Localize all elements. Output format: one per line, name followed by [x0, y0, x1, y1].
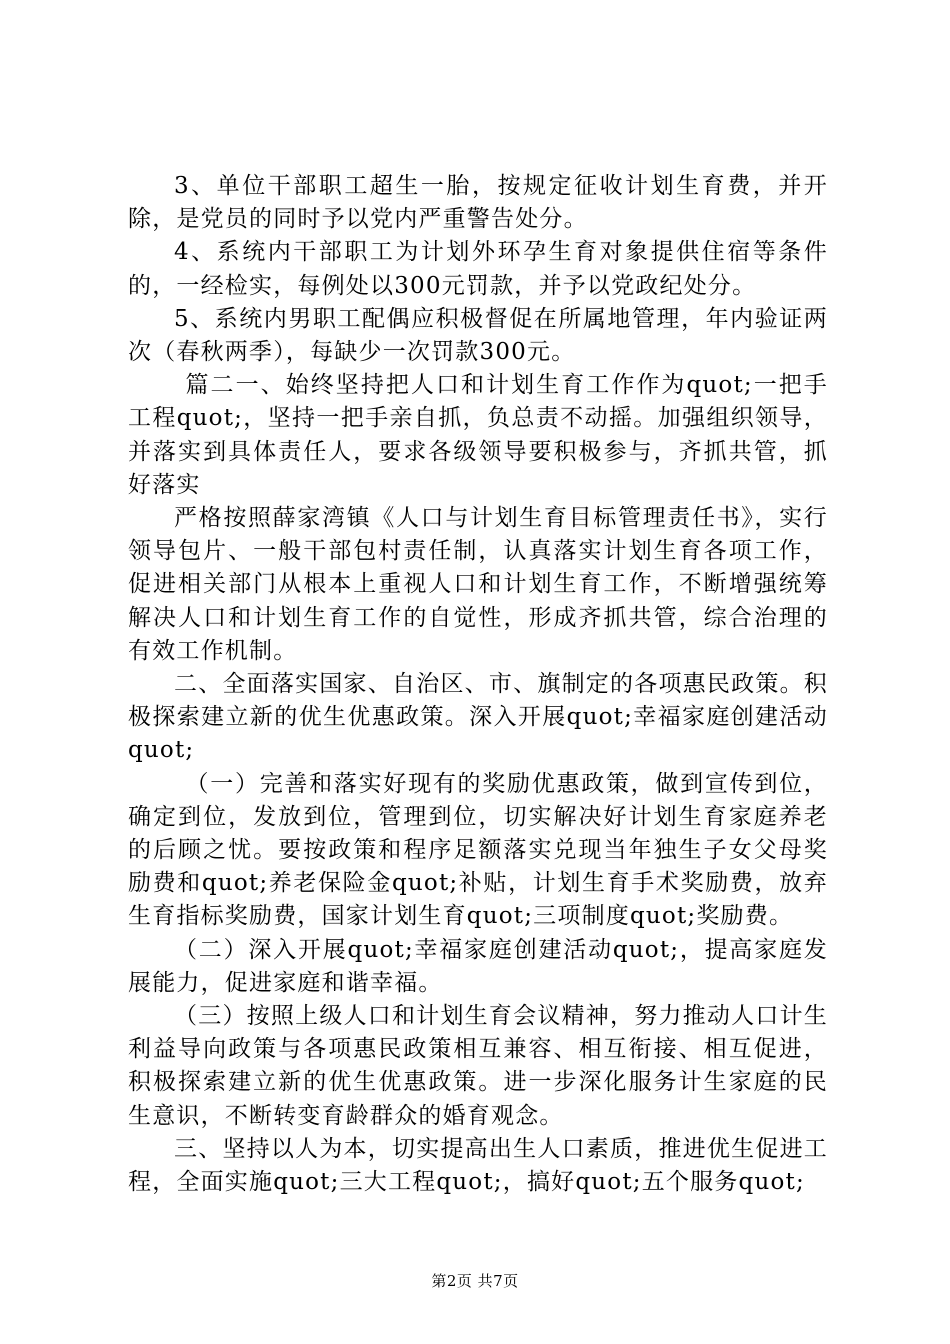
paragraph-3: 5、系统内男职工配偶应积极督促在所属地管理，年内验证两次（春秋两季），每缺少一次罚款300元。	[128, 305, 828, 366]
paragraph-10: 三、坚持以人为本，切实提高出生人口素质，推进优生促进工程，全面实施quot;三大工程quot;，搞好quot;五个服务quot;	[128, 1135, 828, 1196]
paragraph-8: （二）深入开展quot;幸福家庭创建活动quot;，提高家庭发展能力，促进家庭和谐幸福。	[128, 936, 828, 996]
page-footer: 第2页 共7页	[431, 1272, 519, 1290]
paragraph-1: 3、单位干部职工超生一胎，按规定征收计划生育费，并开除，是党员的同时予以党内严重警告处分。	[128, 173, 828, 233]
paragraph-6: 二、全面落实国家、自治区、市、旗制定的各项惠民政策。积极探索建立新的优生优惠政策。深入开展quot;幸福家庭创建活动quot;	[128, 671, 828, 764]
paragraph-4: 篇二一、始终坚持把人口和计划生育工作作为quot;一把手工程quot;，坚持一把手亲自抓，负总责不动摇。加强组织领导，并落实到具体责任人，要求各级领导要积极参与，齐抓共管，抓好落实	[128, 372, 828, 498]
paragraph-5: 严格按照薛家湾镇《人口与计划生育目标管理责任书》，实行领导包片、一般干部包村责任制，认真落实计划生育各项工作，促进相关部门从根本上重视人口和计划生育工作，不断增强统筹解决人口和计划生育工作的自觉性，形成齐抓共管，综合治理的有效工作机制。	[128, 505, 828, 664]
paragraph-2: 4、系统内干部职工为计划外环孕生育对象提供住宿等条件的，一经检实，每例处以300元罚款，并予以党政纪处分。	[128, 239, 828, 299]
paragraph-7: （一）完善和落实好现有的奖励优惠政策，做到宣传到位，确定到位，发放到位，管理到位，切实解决好计划生育家庭养老的后顾之忧。要按政策和程序足额落实兑现当年独生子女父母奖励费和quot;养老保险金quot;补贴，计划生育手术奖励费，放弃生育指标奖励费，国家计划生育quot;三项制度quot;奖励费。	[128, 770, 828, 930]
paragraph-9: （三）按照上级人口和计划生育会议精神，努力推动人口计生利益导向政策与各项惠民政策相互兼容、相互衔接、相互促进，积极探索建立新的优生优惠政策。进一步深化服务计生家庭的民生意识，不断转变育龄群众的婚育观念。	[128, 1003, 828, 1129]
document-body	[128, 170, 828, 1199]
